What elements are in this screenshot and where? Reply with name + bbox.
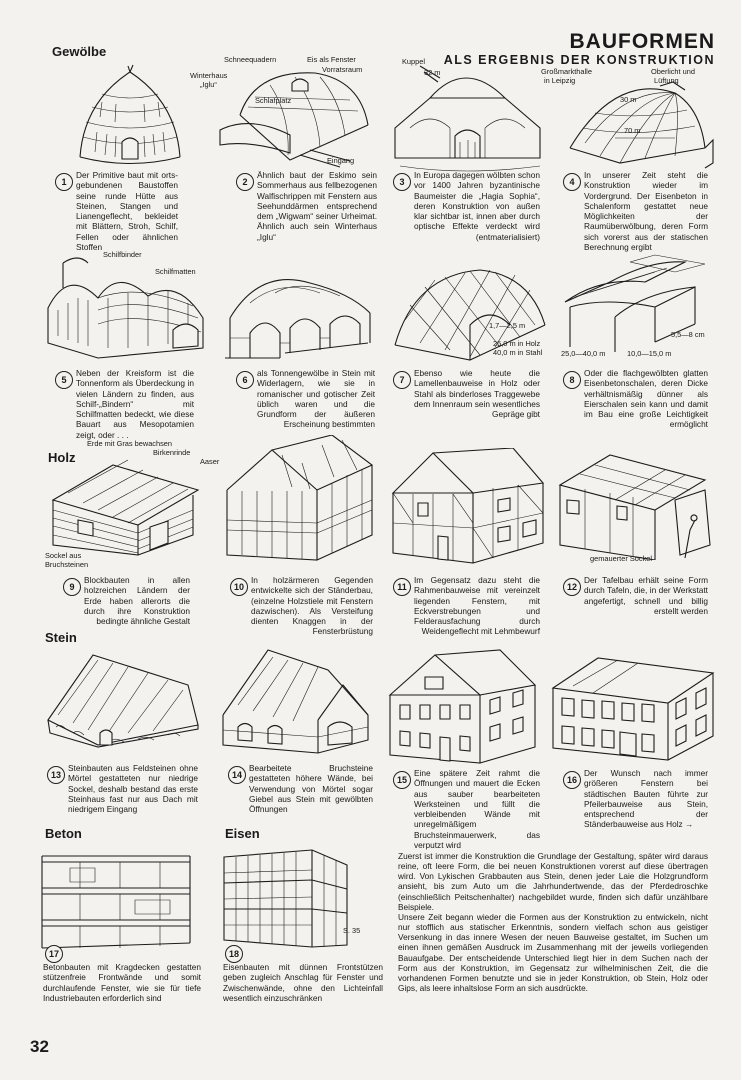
figure-caption: Der Primitive baut mit orts-gebundenen Baustoffen seine runde Hütte aus Steinen, Stangen und Lianengeflecht, bekleidet mit Blättern, Stroh, Schilf, Fellen oder ähnlichen Stoffen <box>76 170 178 253</box>
label: Vorratsraum <box>322 65 363 74</box>
figure-caption: Eine spätere Zeit rahmt die Öffnungen und mauert die Ecken aus sauber bearbeiteten Werksteinen und füllt die verbleibenden Wände mit unregelmäßigem Bruchsteinmauerwerk, das verputzt wird <box>414 768 540 851</box>
label: Schilfbinder <box>103 250 142 259</box>
figure-number: 7 <box>393 371 411 389</box>
label: Oberlicht und <box>651 67 695 76</box>
label: gemauerter Sockel <box>590 554 653 563</box>
figure-number: 5 <box>55 371 73 389</box>
figure-caption: Steinbauten aus Feldsteinen ohne Mörtel gestatteten nur niedrige Sockel, deshalb bestand das erste Steinhaus fast nur aus Dach mit niedrigem Eingang <box>68 763 198 815</box>
label: 32 m <box>424 68 441 77</box>
figure-number: 8 <box>563 371 581 389</box>
page-number: 32 <box>30 1037 49 1056</box>
figure-number: 9 <box>63 578 81 596</box>
label: „Iglu“ <box>200 80 217 89</box>
label: 25,0 m in Holz <box>493 339 541 348</box>
label: Aaser <box>200 457 220 466</box>
figure-number: 6 <box>236 371 254 389</box>
illustration-stone-barrel-vault <box>220 258 380 363</box>
section-eisen: Eisen <box>225 826 260 841</box>
illustration-post-construction <box>222 435 377 565</box>
figure-caption: Oder die flachgewölbten glatten Eisenbetonschalen, deren Dicke verhältnismäßig dünner als Eierschalen sein kann und damit im Bau eine große Leichtigkeit ermöglicht <box>584 368 708 430</box>
label: Schlafplatz <box>255 96 292 105</box>
figure-caption: Bearbeitete Bruchsteine gestatteten höhere Wände, bei Verwendung von Mörtel sogar Giebel aus Stein mit gewölbten Öffnungen <box>249 763 373 815</box>
figure-number: 18 <box>225 945 243 963</box>
page-subtitle: ALS ERGEBNIS DER KONSTRUKTION <box>443 53 715 67</box>
illustration-reed-barrel-house <box>38 248 208 363</box>
figure-number: 12 <box>563 578 581 596</box>
label: Erde mit Gras bewachsen <box>87 439 173 448</box>
illustration-log-cabin <box>38 455 203 565</box>
label: S. 35 <box>343 926 361 935</box>
paragraph: Unsere Zeit begann wieder die Formen aus der Konstruktion zu entwickeln, nicht nur stofflich aus statischer Erkenntnis, sondern vielfach schon aus geistiger Versenkung in das innere Wesen der neuen Bauweise gestaltet, im Suchen um einen ihnen gemäßen Ausdruck im Zusammenhang mit der jeweils vorliegenden Bauaufgabe. Der entscheidende Unterschied liegt hier in dem Suchen nach der Form aus der Konstruktion, im Gegensatz zur wilhelminischen Zeit, die die vorhandenen Formen benutzte und sie in jeder Konstruktion, ob Stein, Holz oder Gips, als leere inhaltslose Form an sich ausdrückte. <box>398 911 708 994</box>
figure-number: 4 <box>563 173 581 191</box>
section-stein: Stein <box>45 630 77 645</box>
figure-number: 15 <box>393 771 411 789</box>
label: 10,0—15,0 m <box>627 349 672 358</box>
label: Winterhaus <box>190 71 228 80</box>
figure-caption: Neben der Kreisform ist die Tonnenform als Überdeckung in vielen Ländern zu finden, aus Schilf-„Bindern“ mit Schilfmatten bedeckt, wie diese Bauart aus Mesopotamien zeigt, oder . . . <box>76 368 194 440</box>
section-holz: Holz <box>48 450 76 465</box>
body-text <box>398 851 708 993</box>
label: Kuppel <box>402 57 426 66</box>
paragraph: Zuerst ist immer die Konstruktion die Grundlage der Gestaltung, später wird daraus reine, oft leere Form, die bei neuen Konstruktionen vorerst auf diese übertragen wird. Von Lykischen Grabbauten aus Stein, denen jeder Laie die Holzgrundform ansieht, bis zum Auto um die Jahrhundertwende, das der Pferdedroschke (einschließlich Peitschenhalter) nachgebildet wurde, finden sich dafür unzählbare Beispiele. <box>398 851 708 912</box>
figure-number: 1 <box>55 173 73 191</box>
illustration-plastered-stone-house <box>385 645 545 765</box>
illustration-half-timbered-house <box>388 448 548 568</box>
label: 70 m <box>624 126 641 135</box>
figure-caption: Der Tafelbau erhält seine Form durch Tafeln, die, in der Werkstatt angefertigt, schnell und billig erstellt werden <box>584 575 708 616</box>
figure-caption: Der Wunsch nach immer größeren Fenstern bei städtischen Bauten führte zur Pfeilerbauweise aus Stein, entsprechend der Ständerbauweise aus Holz → <box>584 768 708 830</box>
label: in Leipzig <box>544 76 576 85</box>
label: Schneequadern <box>224 55 277 64</box>
illustration-concrete-shells <box>555 252 715 362</box>
figure-caption: In holzärmeren Gegenden entwickelte sich der Ständerbau, (einzelne Holzstiele mit Fenstern dazwischen). Als Versteifung dienten Knaggen in der Fensterbrüstung <box>251 575 373 637</box>
label: Eingang <box>327 156 355 165</box>
label: 1,7—2,5 m <box>489 321 526 330</box>
illustration-fieldstone-hut <box>38 645 208 750</box>
label: 5,5—8 cm <box>671 330 705 339</box>
figure-number: 11 <box>393 578 411 596</box>
figure-number: 10 <box>230 578 248 596</box>
figure-caption: Blockbauten in allen holzreichen Ländern der Erde haben allerorts die durch ihre Konstruktion bedingte ähnliche Gestalt <box>84 575 190 627</box>
figure-number: 13 <box>47 766 65 784</box>
figure-caption: Ähnlich baut der Eskimo sein Sommerhaus aus fellbezogenen Walfischrippen mit Fenstern aus Seehunddärmen entsprechend dem „Wigwam“ seiner Urheimat. Ähnlich auch sein Winterhaus „Iglu“ <box>257 170 377 242</box>
label: 40,0 m in Stahl <box>493 348 543 357</box>
page-title: BAUFORMEN <box>569 30 715 53</box>
section-gewoelbe: Gewölbe <box>52 44 107 59</box>
illustration-steel-frame <box>222 845 352 950</box>
label: Eis als Fenster <box>307 55 356 64</box>
figure-caption: In Europa dagegen wölbten schon vor 1400 Jahren byzantinische Baumeister die „Hagia Sophia“, deren Konstruktion von außen klar sichtbar ist, innen aber durch optische Effekte verdeckt wird (entmaterialisiert) <box>414 170 540 242</box>
illustration-rubble-stone-house <box>218 645 378 755</box>
label: Sockel aus <box>45 551 82 560</box>
figure-number: 2 <box>236 173 254 191</box>
label: Großmarkthalle <box>541 67 592 76</box>
label: 30 m <box>620 95 637 104</box>
label: Lüftung <box>654 76 679 85</box>
figure-caption: Eisenbauten mit dünnen Frontstützen geben zugleich Anschlag für Fenster und Zwischenwände, ohne den Lichteinfall wesentlich einzuschränken <box>223 962 383 1003</box>
illustration-pier-building <box>548 648 720 763</box>
illustration-market-hall-dome <box>555 68 715 173</box>
figure-caption: In unserer Zeit steht die Konstruktion wieder im Vordergrund. Der Eisenbeton in Schalenform gestattet neue Möglichkeiten der Raumüberwölbung, deren Form sich vorerst aus der statischen Berechnung ergibt <box>584 170 708 253</box>
figure-number: 16 <box>563 771 581 789</box>
illustration-panel-building <box>555 450 715 560</box>
figure-caption: Im Gegensatz dazu steht die Rahmenbauweise mit vereinzelt liegenden Fenstern, mit Eckverstrebungen und Felderausfachung durch Weidengeflecht mit Lehmbewurf <box>414 575 540 637</box>
label: Schilfmatten <box>155 267 196 276</box>
illustration-hagia-sophia <box>390 58 550 173</box>
figure-caption: Betonbauten mit Kragdecken gestatten stützenfreie Frontwände und somit durchlaufende Fenster, wie sie für tiefe Industriebauten erforderlich sind <box>43 962 201 1003</box>
label: Bruchsteinen <box>45 560 89 569</box>
label: 25,0—40,0 m <box>561 349 606 358</box>
figure-number: 14 <box>228 766 246 784</box>
figure-caption: als Tonnengewölbe in Stein mit Widerlagern, wie sie in romanischer und gotischer Zeit üblich waren und die Grundform der äußeren Erscheinung bestimmten <box>257 368 375 430</box>
section-beton: Beton <box>45 826 82 841</box>
figure-number: 17 <box>45 945 63 963</box>
figure-number: 3 <box>393 173 411 191</box>
illustration-concrete-frame <box>40 848 195 953</box>
illustration-round-hut <box>70 62 190 172</box>
figure-caption: Ebenso wie heute die Lamellenbauweise in Holz oder Stahl als binderloses Traggewebe dem Innenraum sein wesentliches Gepräge gibt <box>414 368 540 420</box>
label: Birkenrinde <box>153 448 191 457</box>
